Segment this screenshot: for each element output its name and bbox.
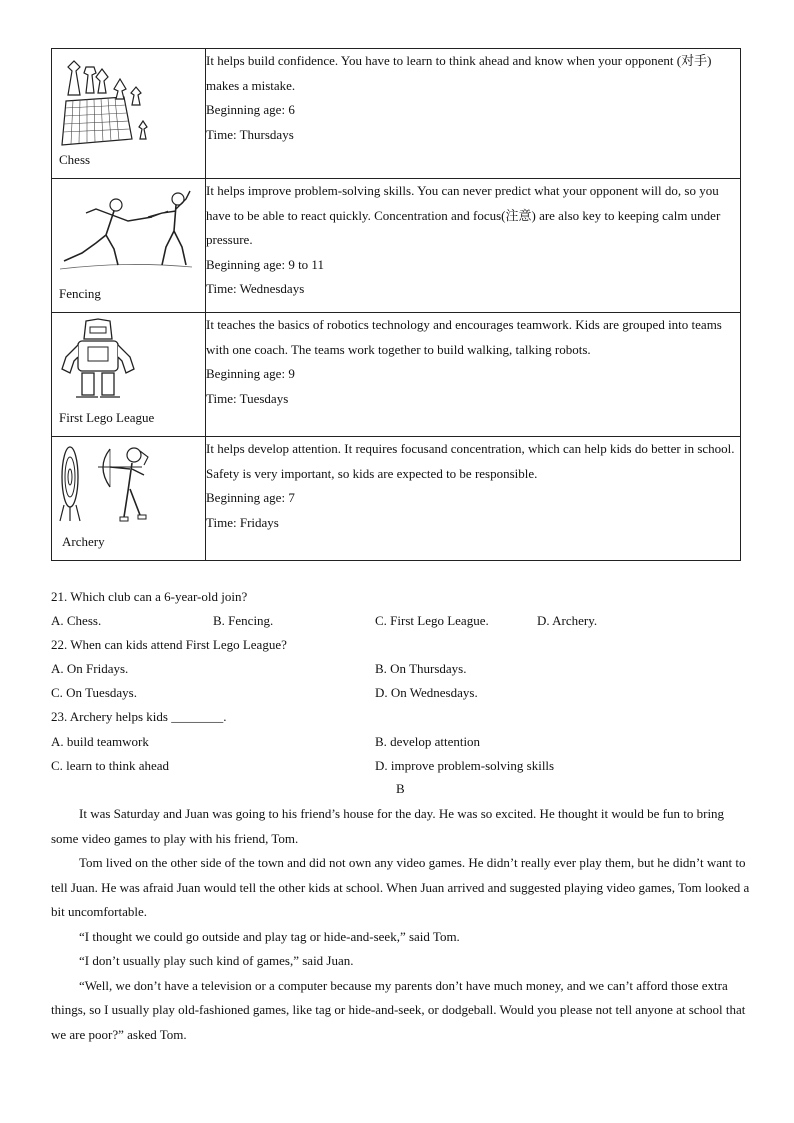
question-21: 21. Which club can a 6-year-old join? <box>51 589 248 604</box>
club-beginning-age: Beginning age: 9 <box>206 366 295 381</box>
question-21-option-b: B. Fencing. <box>213 613 274 628</box>
club-details <box>206 313 741 437</box>
fencing-icon <box>56 187 196 277</box>
club-name: Archery <box>62 534 105 549</box>
question-22-option-b: B. On Thursdays. <box>375 661 467 676</box>
club-image-cell <box>52 437 206 561</box>
club-name: Fencing <box>59 286 101 301</box>
club-beginning-age: Beginning age: 7 <box>206 490 295 505</box>
club-description: It helps improve problem-solving skills. You can never predict what your opponent will do, so you have to be able to react quickly. Concentration and focus(注意) are also key to keeping calm under pressure. <box>206 183 721 247</box>
question-23-option-b: B. develop attention <box>375 734 481 749</box>
club-beginning-age: Beginning age: 6 <box>206 102 295 117</box>
question-21-option-a: A. Chess. <box>51 613 102 628</box>
club-details <box>206 49 741 179</box>
club-description: It helps develop attention. It requires focusand concentration, which can help kids do better in school. Safety is very important, so kids are expected to be responsible. <box>206 441 735 481</box>
question-23-option-d: D. improve problem-solving skills <box>375 758 555 773</box>
club-name: Chess <box>59 152 91 167</box>
club-name: First Lego League <box>59 410 155 425</box>
club-description: It teaches the basics of robotics technology and encourages teamwork. Kids are grouped into teams with one coach. The teams work together to build walking, talking robots. <box>206 317 722 357</box>
question-22-option-d: D. On Wednesdays. <box>375 685 478 700</box>
question-22-option-a: A. On Fridays. <box>51 661 129 676</box>
club-row-chess <box>52 49 741 179</box>
club-image-cell <box>52 179 206 313</box>
club-beginning-age: Beginning age: 9 to 11 <box>206 256 324 272</box>
question-23-option-a: A. build teamwork <box>51 734 149 749</box>
passage-paragraph: “I don’t usually play such kind of games,” said Juan. <box>79 953 354 968</box>
club-time: Time: Wednesdays <box>206 281 305 296</box>
club-image-cell <box>52 49 206 179</box>
club-row-archery <box>52 437 741 561</box>
archery-icon <box>58 441 158 527</box>
question-22-option-c: C. On Tuesdays. <box>51 685 137 700</box>
section-label: B <box>396 781 405 796</box>
club-details <box>206 179 741 313</box>
passage-paragraph: Tom lived on the other side of the town and did not own any video games. He didn’t really ever play them, but he didn’t want to tell Juan. He was afraid Juan would tell the other kids at school. When Juan arrived and suggested playing video games, Tom looked a bit uncomfortable. <box>51 855 750 919</box>
question-21-option-d: D. Archery. <box>537 613 598 628</box>
reading-passage <box>51 802 754 1047</box>
club-image-cell <box>52 313 206 437</box>
clubs-table <box>51 48 741 561</box>
chess-icon <box>58 53 158 153</box>
club-time: Time: Thursdays <box>206 126 294 142</box>
club-row-fencing <box>52 179 741 313</box>
question-23-option-c: C. learn to think ahead <box>51 758 170 773</box>
club-time: Time: Tuesdays <box>206 390 289 406</box>
question-23: 23. Archery helps kids ________. <box>51 709 227 724</box>
passage-paragraph: It was Saturday and Juan was going to his friend’s house for the day. He was so excited. He thought it would be fun to bring some video games to play with his friend, Tom. <box>51 806 725 846</box>
club-details <box>206 437 741 561</box>
club-time: Time: Fridays <box>206 514 279 530</box>
question-22: 22. When can kids attend First Lego League? <box>51 637 287 652</box>
club-description: It helps build confidence. You have to learn to think ahead and know when your opponent (对手) makes a mistake. <box>206 53 712 93</box>
passage-paragraph: “I thought we could go outside and play tag or hide-and-seek,” said Tom. <box>79 928 460 944</box>
question-21-option-c: C. First Lego League. <box>375 613 489 628</box>
club-row-first-lego-league <box>52 313 741 437</box>
passage-paragraph: “Well, we don’t have a television or a computer because my parents don’t have much money, and we can’t afford those extra things, so I usually play old-fashioned games, like tag or hide-and-seek, or dodgeball. Would you please not tell anyone at school that we are poor?” asked Tom. <box>51 977 746 1042</box>
robot-icon <box>58 317 138 401</box>
